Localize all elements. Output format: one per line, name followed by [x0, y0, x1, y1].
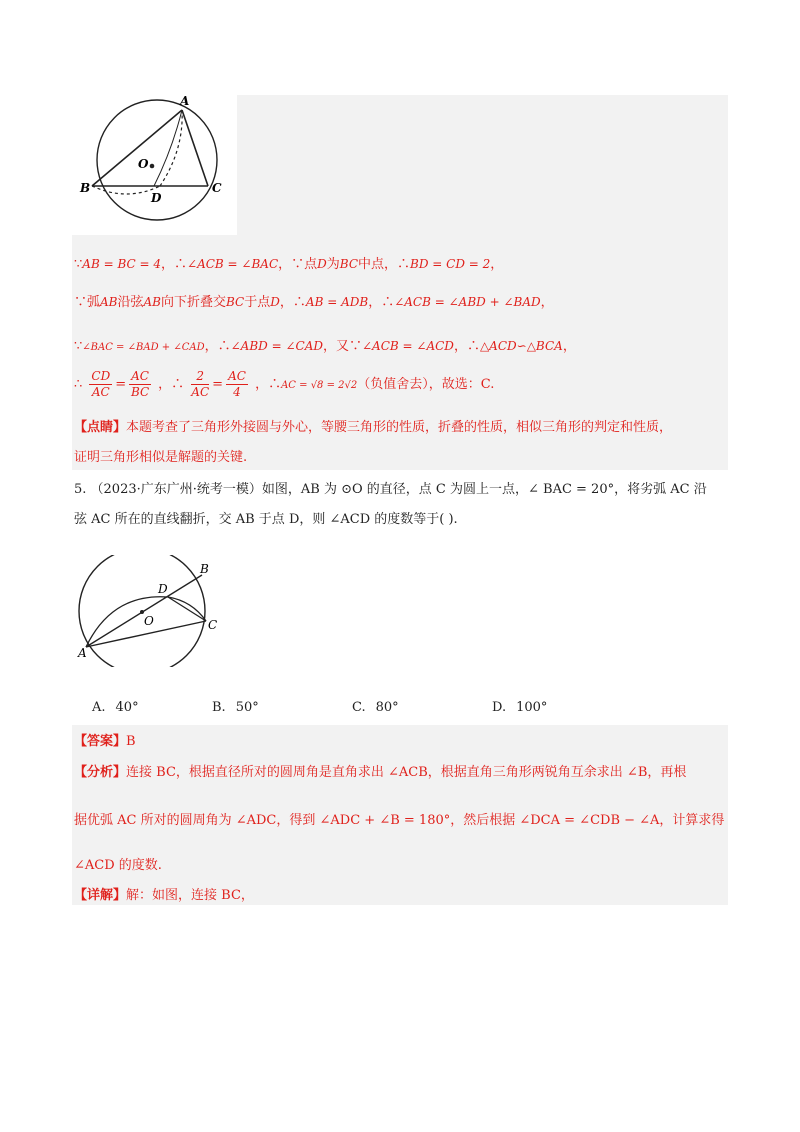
fig2-label-O: O: [144, 614, 154, 628]
comment-line-1: 【点睛】本题考查了三角形外接圆与外心，等腰三角形的性质，折叠的性质，相似三角形的判定和性质，: [74, 420, 673, 435]
question-5-line-2: 弦 AC 所在的直线翻折，交 AB 于点 D，则 ∠ACD 的度数等于( ).: [74, 512, 458, 527]
fig2-label-D: D: [158, 582, 168, 596]
solution-line-4: ∴ $\frac{CD}{AC}$ = $\frac{AC}{BC}$ ，∴ $\frac{2}{AC}$ = $\frac{AC}{4}$ ，∴AC = √8 = 2√2（负值舍去），故选：C.: [74, 369, 495, 399]
option-d[interactable]: D. 100°: [492, 700, 548, 715]
fraction-cd-ac: $\frac{CD}{AC}$: [91, 369, 111, 399]
fig2-label-A: A: [78, 646, 87, 660]
fig1-label-B: B: [80, 181, 91, 195]
solution-shade-top: [237, 95, 728, 235]
comment-line-2: 证明三角形相似是解题的关键.: [74, 450, 248, 465]
fraction-ac-bc: $\frac{AC}{BC}$: [130, 369, 150, 399]
solution-line-2: ∵弧AB沿弦AB向下折叠交BC于点D，∴AB = ADB，∴∠ACB = ∠ABD + ∠BAD，: [74, 295, 554, 310]
fig2-label-B: B: [200, 562, 209, 576]
solution-line-1: ∵AB = BC = 4，∴∠ACB = ∠BAC，∵点D为BC中点，∴BD = CD = 2，: [74, 257, 504, 272]
figure-folded-arc-circle: [72, 90, 237, 230]
analysis-line-2: 据优弧 AC 所对的圆周角为 ∠ADC，得到 ∠ADC + ∠B = 180°，然后根据 ∠DCA = ∠CDB − ∠A，计算求得: [74, 813, 725, 828]
figure-diameter-fold-circle: [72, 555, 232, 667]
fig2-label-C: C: [208, 618, 218, 632]
option-a[interactable]: A. 40°: [92, 700, 139, 715]
analysis-line-3: ∠ACD 的度数.: [74, 858, 162, 873]
fig1-label-C: C: [212, 181, 222, 195]
analysis-line-1: 【分析】连接 BC，根据直径所对的圆周角是直角求出 ∠ACB，根据直角三角形两锐角互余求出 ∠B，再根: [74, 765, 687, 780]
question-5-line-1: 5. （2023·广东广州·统考一模）如图，AB 为 ⊙O 的直径，点 C 为圆上一点，∠ BAC = 20°，将劣弧 AC 沿: [74, 482, 707, 497]
option-c[interactable]: C. 80°: [352, 700, 399, 715]
detail-line: 【详解】解：如图，连接 BC，: [74, 888, 254, 903]
fig1-label-D: D: [151, 191, 162, 205]
option-b[interactable]: B. 50°: [212, 700, 259, 715]
fig1-label-A: A: [180, 94, 190, 108]
fig1-label-O: O: [138, 157, 149, 171]
solution-line-3: ∵∠BAC = ∠BAD + ∠CAD，∴∠ABD = ∠CAD，又∵∠ACB = ∠ACD，∴△ACD∽△BCA，: [74, 339, 576, 354]
fraction-2-ac: $\frac{2}{AC}$: [191, 369, 210, 399]
answer-line: 【答案】B: [74, 734, 136, 749]
fraction-ac-4: $\frac{AC}{4}$: [228, 369, 246, 399]
